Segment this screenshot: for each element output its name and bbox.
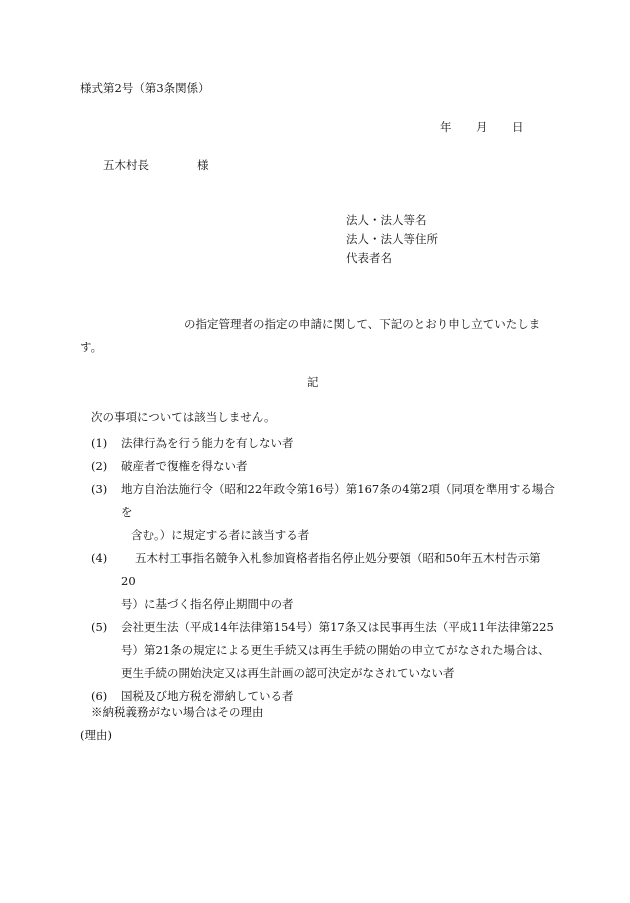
addressee bbox=[103, 157, 209, 173]
applicant-corp-name: 法人・法人等名 bbox=[346, 213, 427, 227]
list-item bbox=[80, 478, 555, 547]
applicant-representative: 代表者名 bbox=[346, 251, 392, 265]
list-item bbox=[80, 616, 555, 685]
item-text bbox=[121, 547, 555, 616]
list-item bbox=[80, 455, 555, 478]
item-number: (1) bbox=[91, 436, 108, 450]
item-text: 法律行為を行う能力を有しない者 bbox=[121, 436, 294, 450]
date-year: 年 bbox=[440, 120, 452, 134]
item-text-line2: 含む。）に規定する者に該当する者 bbox=[131, 528, 310, 542]
item-text: 破産者で復権を得ない者 bbox=[121, 459, 248, 473]
item-text: 国税及び地方税を滞納している者 bbox=[121, 689, 294, 703]
form-number: 様式第2号（第3条関係） bbox=[80, 81, 210, 95]
applicant-corp-address: 法人・法人等住所 bbox=[346, 232, 438, 246]
list-item bbox=[80, 432, 555, 455]
item-number: (2) bbox=[91, 459, 108, 473]
addressee-honorific: 様 bbox=[197, 158, 209, 172]
ki-heading: 記 bbox=[307, 375, 319, 389]
item-number: (5) bbox=[91, 620, 108, 634]
item-number: (3) bbox=[91, 482, 108, 496]
item-text-line2: 号）に基づく指名停止期間中の者 bbox=[121, 597, 294, 611]
declaration-body: の指定管理者の指定の申請に関して、下記のとおり申し立ていたします。 bbox=[80, 317, 541, 354]
item-text: 会社更生法（平成14年法律第154号）第17条又は民事再生法（平成11年法律第225号）第21条の規定による更生手続又は再生手続の開始の申立てがなされた場合は、更生手続の開始決定又は再生計画の認可決定がなされていない者 bbox=[121, 620, 554, 680]
applicant-block bbox=[346, 211, 438, 268]
item-number: (6) bbox=[91, 689, 108, 703]
item-number: (4) bbox=[91, 551, 108, 565]
item-text bbox=[121, 478, 555, 547]
items-list bbox=[80, 432, 555, 708]
date-month: 月 bbox=[476, 120, 488, 134]
tax-note: ※納税義務がない場合はその理由 bbox=[91, 705, 264, 719]
item-text-line1: 地方自治法施行令（昭和22年政令第16号）第167条の4第2項（同項を準用する場合を bbox=[121, 482, 555, 519]
declaration-text bbox=[80, 313, 550, 359]
intro-text: 次の事項については該当しません。 bbox=[91, 410, 276, 424]
reason-label: (理由) bbox=[80, 728, 112, 742]
item-text-line1: 五木村工事指名競争入札参加資格者指名停止処分要領（昭和50年五木村告示第20 bbox=[121, 551, 541, 588]
date-day: 日 bbox=[512, 120, 524, 134]
addressee-name: 五木村長 bbox=[103, 158, 149, 172]
list-item bbox=[80, 547, 555, 616]
date-line bbox=[440, 119, 524, 135]
